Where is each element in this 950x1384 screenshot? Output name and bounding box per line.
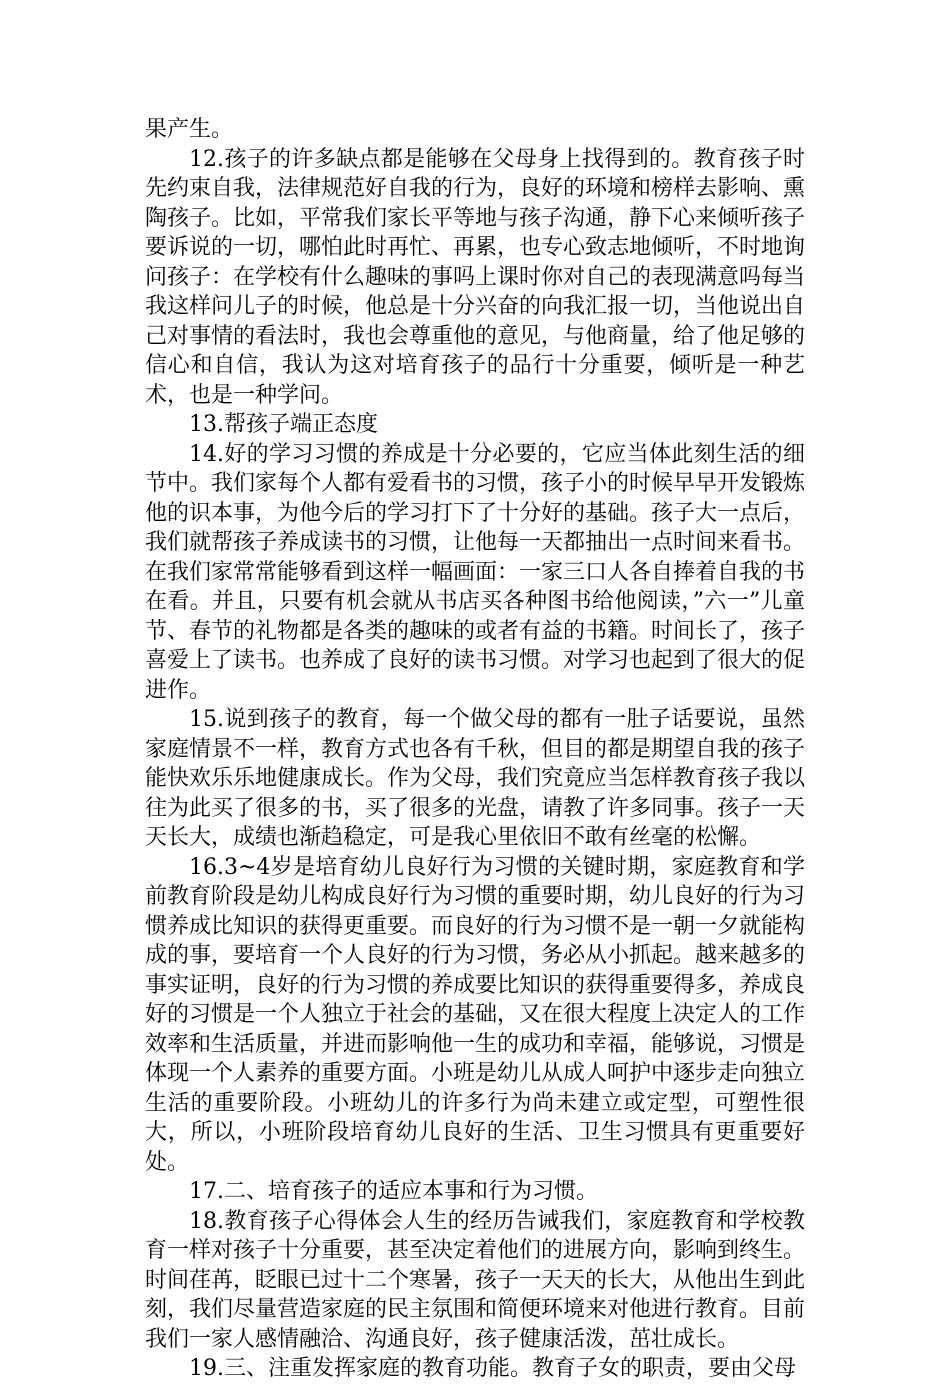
paragraph-18: 18.教育孩子心得体会人生的经历告诫我们，家庭教育和学校教育一样对孩子十分重要，甚至决定着他们的进展方向，影响到终生。时间荏苒，眨眼已过十二个寒暑，孩子一天天的长大，从他出生到此刻，我们尽量营造家庭的民主氛围和简便环境来对他进行教育。目前我们一家人感情融洽、沟通良好，孩子健康活泼，茁壮成长。 bbox=[145, 1208, 806, 1352]
paragraph-19: 19.三、注重发挥家庭的教育功能。教育子女的职责，要由父母 bbox=[189, 1356, 796, 1381]
paragraph-15: 15.说到孩子的教育，每一个做父母的都有一肚子话要说，虽然家庭情景不一样，教育方式也各有千秋，但目的都是期望自我的孩子能快欢乐乐地健康成长。作为父母，我们究竟应当怎样教育孩子我以往为此买了很多的书，买了很多的光盘，请教了许多同事。孩子一天天长大，成绩也渐趋稳定，可是我心里依旧不敢有丝毫的松懈。 bbox=[145, 707, 806, 850]
paragraph-continuation: 果产生。 bbox=[145, 117, 234, 142]
paragraph-13: 13.帮孩子端正态度 bbox=[189, 412, 378, 437]
paragraph-12: 12.孩子的许多缺点都是能够在父母身上找得到的。教育孩子时先约束自我，法律规范好自我的行为，良好的环境和榜样去影响、熏陶孩子。比如，平常我们家长平等地与孩子沟通，静下心来倾听孩子要诉说的一切，哪怕此时再忙、再累，也专心致志地倾听，不时地询问孩子：在学校有什么趣味的事吗上课时你对自己的表现满意吗每当我这样问儿子的时候，他总是十分兴奋的向我汇报一切，当他说出自己对事情的看法时，我也会尊重他的意见，与他商量，给了他足够的信心和自信，我认为这对培育孩子的品行十分重要，倾听是一种艺术，也是一种学问。 bbox=[145, 146, 806, 408]
paragraph-14: 14.好的学习习惯的养成是十分必要的，它应当体此刻生活的细节中。我们家每个人都有爱看书的习惯，孩子小的时候早早开发锻炼他的识本事，为他今后的学习打下了十分好的基础。孩子大一点后，我们就帮孩子养成读书的习惯，让他每一天都抽出一点时间来看书。在我们家常常能够看到这样一幅画面：一家三口人各自捧着自我的书在看。并且，只要有机会就从书店买各种图书给他阅读，”六一”儿童节、春节的礼物都是各类的趣味的或者有益的书籍。时间长了，孩子喜爱上了读书。也养成了良好的读书习惯。对学习也起到了很大的促进作。 bbox=[145, 441, 806, 703]
document-body bbox=[145, 115, 805, 1384]
paragraph-16: 16.3~4岁是培育幼儿良好行为习惯的关键时期，家庭教育和学前教育阶段是幼儿构成良好行为习惯的重要时期，幼儿良好的行为习惯养成比知识的获得更重要。而良好的行为习惯不是一朝一夕就能构成的事，要培育一个人良好的行为习惯，务必从小抓起。越来越多的事实证明，良好的行为习惯的养成要比知识的获得重要得多，养成良好的习惯是一个人独立于社会的基础，又在很大程度上决定人的工作效率和生活质量，并进而影响他一生的成功和幸福，能够说，习惯是体现一个人素养的重要方面。小班是幼儿从成人呵护中逐步走向独立生活的重要阶段。小班幼儿的许多行为尚未建立或定型，可塑性很大，所以，小班阶段培育幼儿良好的生活、卫生习惯具有更重要好处。 bbox=[145, 854, 806, 1175]
paragraph-17: 17.二、培育孩子的适应本事和行为习惯。 bbox=[189, 1179, 598, 1204]
